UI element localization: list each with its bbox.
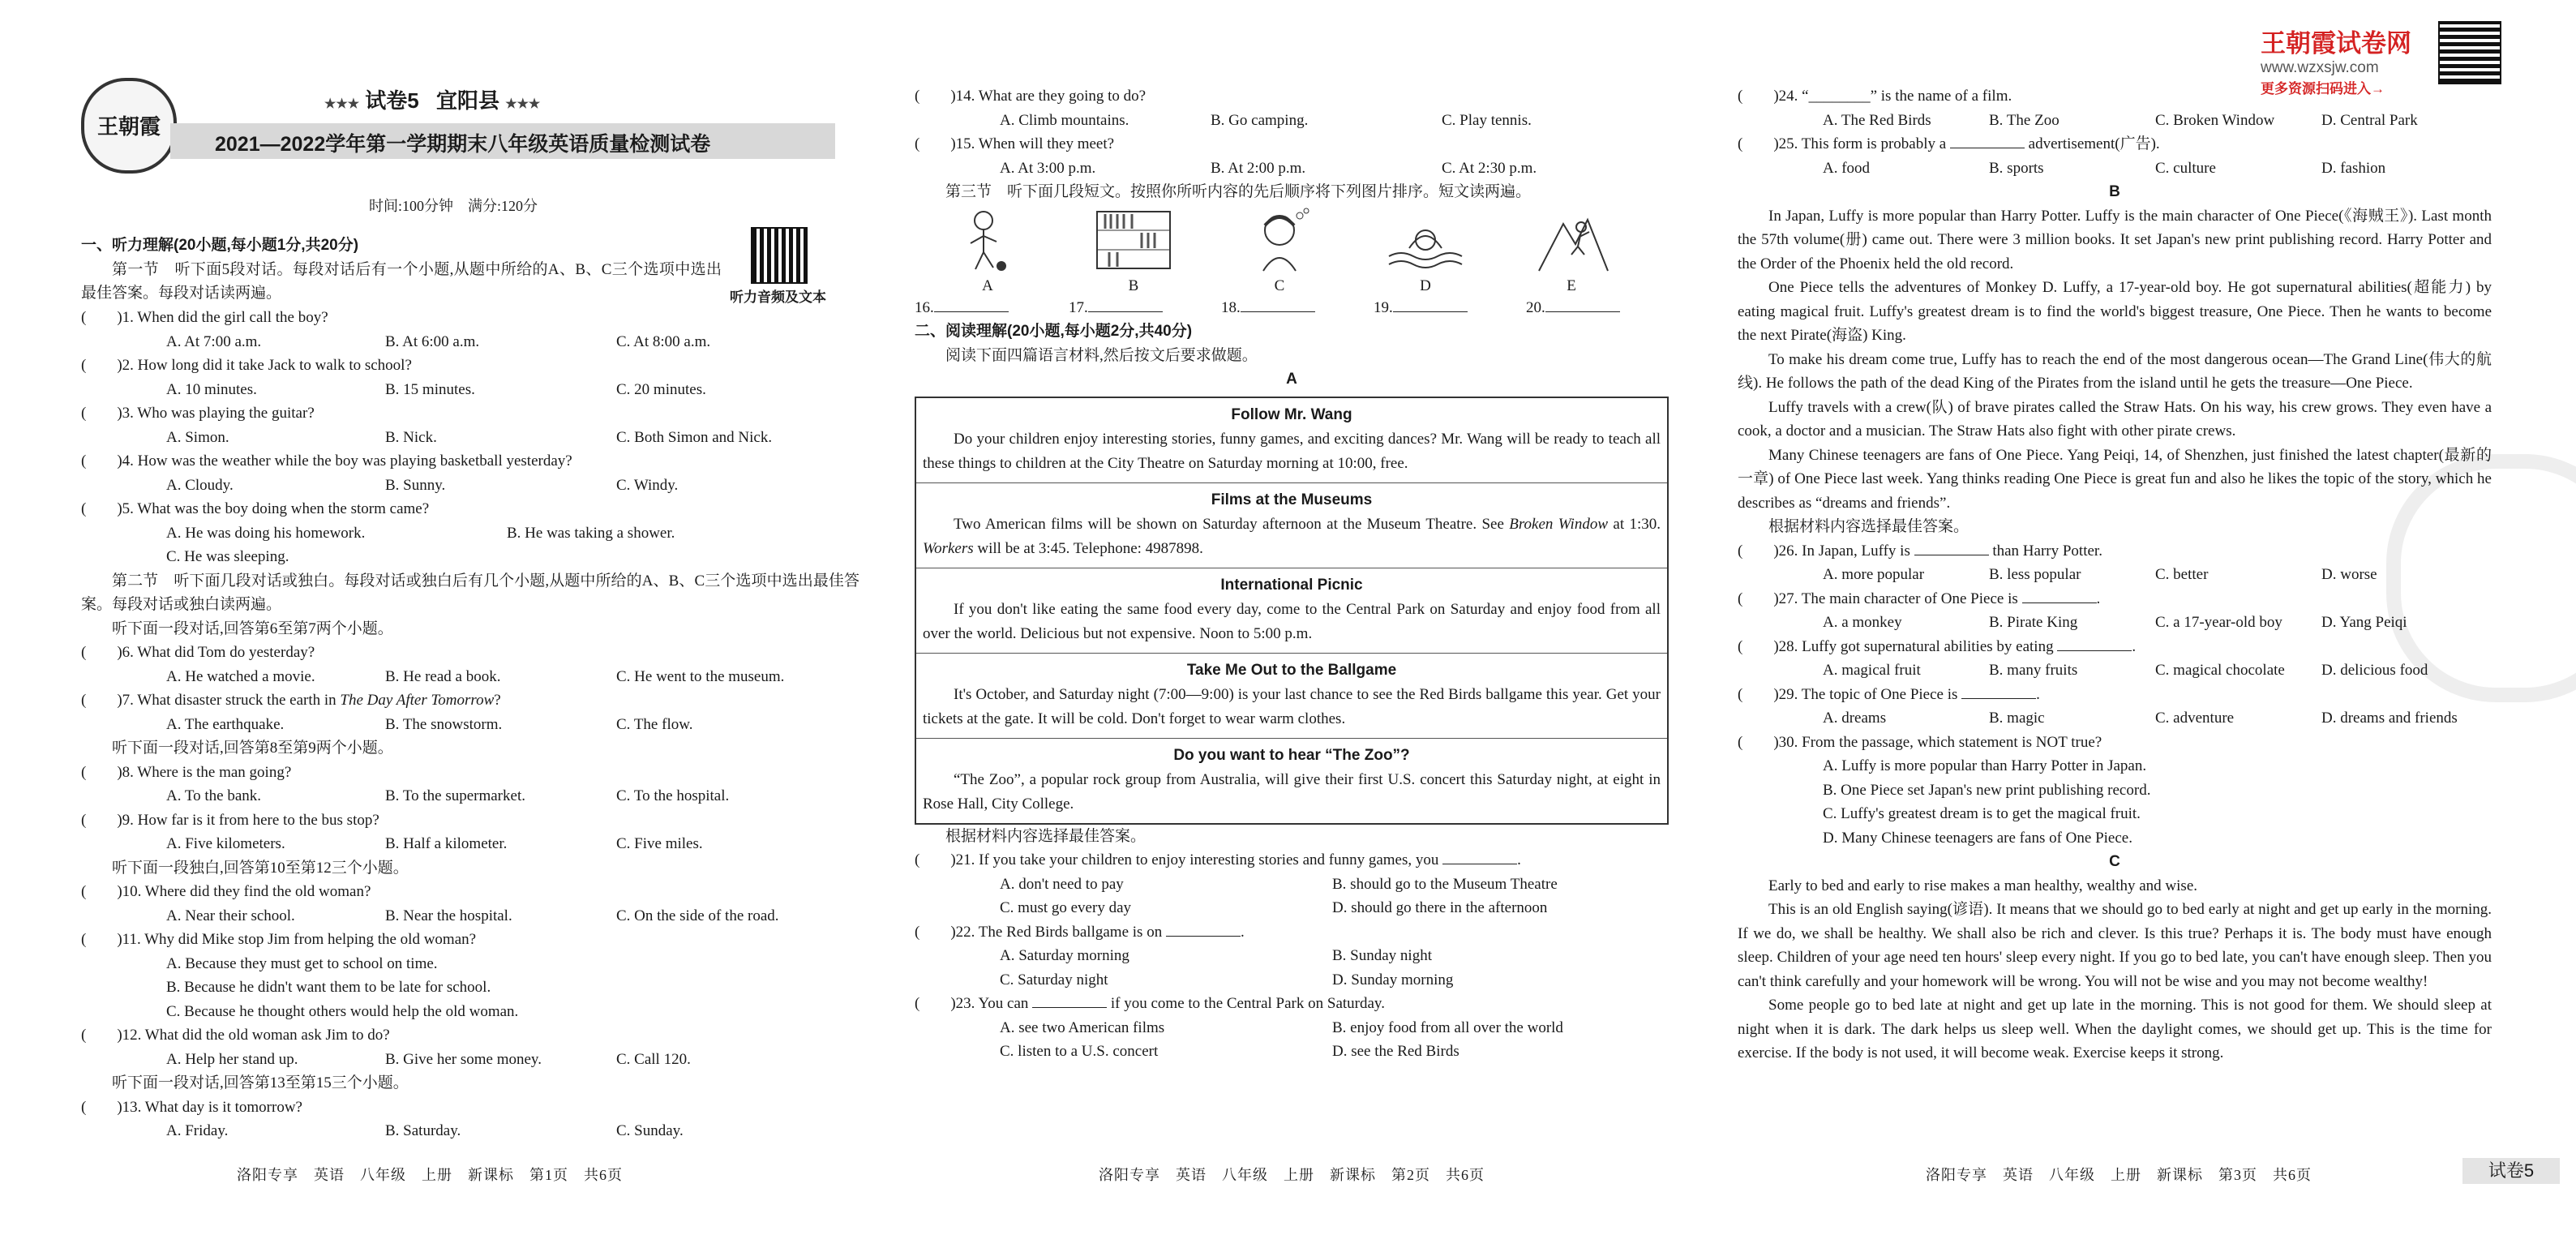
ads-box — [915, 397, 1669, 825]
options-4 — [81, 474, 859, 498]
stars-left: ★★★ — [324, 97, 360, 111]
question-11: ( )11. Why did Mike stop Jim from helping the old woman? — [81, 931, 477, 948]
option[interactable]: B. Sunday night — [1332, 947, 1432, 964]
part2-heading: 二、阅读理解(20小题,每小题2分,共40分) — [915, 323, 1193, 340]
ad-title: Take Me Out to the Ballgame — [1186, 661, 1397, 679]
option[interactable]: C. He was sleeping. — [166, 548, 289, 565]
blank-17[interactable] — [1069, 296, 1221, 320]
option[interactable]: D. worse — [2321, 566, 2377, 583]
option[interactable]: A. He was doing his homework. — [166, 524, 366, 542]
girl-thinking-icon — [1243, 208, 1316, 272]
option[interactable]: C. The flow. — [616, 715, 693, 733]
passage-b-p1: In Japan, Luffy is more popular than Harry Potter. Luffy is the main character of One Piece(《海贼王》). Last month the 57th volume(册) came out. There were 3 million books. It set Japan's new print publishing record. Harry Potter and the Order of the Phoenix held the old record. — [1738, 207, 2492, 272]
option[interactable]: C. He went to the museum. — [616, 667, 785, 685]
page-footer: 洛阳专享 英语 八年级 上册 新课标 第2页 共6页 — [1099, 1167, 1485, 1183]
page-column-3 — [1738, 0, 2535, 1235]
brand-qr-code[interactable] — [2440, 23, 2500, 83]
passage-c-p3: Some people go to bed late at night and get up late in the morning. This is not good for them. We should sleep at night when it is dark. The dark helps us sleep well. When the daylight comes, we should get up. This is the time for exercise. If the body is not used, it will become weak. Exercise keeps it strong. — [1738, 997, 2492, 1061]
ordering-blanks — [915, 296, 1669, 320]
picture-d — [1377, 208, 1474, 293]
question-23 — [915, 992, 1669, 1016]
question-1: ( )1. When did the girl call the boy? — [81, 309, 328, 326]
option[interactable]: C. Call 120. — [616, 1050, 691, 1068]
options-26 — [1738, 563, 2492, 587]
passage-c-p1: Early to bed and early to rise makes a man healthy, wealthy and wise. — [1768, 877, 2198, 894]
options-3 — [81, 426, 859, 450]
ad-text: Two American films will be shown on Saturday afternoon at the Museum Theatre. See — [954, 515, 1510, 533]
blank-number: 18. — [1221, 298, 1241, 316]
ad-title: Follow Mr. Wang — [1231, 405, 1352, 423]
section2-instructions: 第二节 听下面几段对话或独白。每段对话或独白后有几个小题,从题中所给的A、B、C三个选项中选出最佳答案。每段对话或独白读两遍。 — [81, 572, 859, 613]
passage-b-p2: One Piece tells the adventures of Monkey D. Luffy, a 17-year-old boy. He got supernatural abilities(超能力) by eating magical fruit. Luffy's greatest dream is to find the world's biggest treasure, One Piece. Then he wants to become the next Pirate(海盗) King. — [1738, 279, 2492, 344]
option[interactable]: D. Yang Peiqi — [2321, 614, 2407, 631]
option[interactable]: B. enjoy food from all over the world — [1332, 1018, 1563, 1036]
options-22 — [915, 944, 1669, 968]
option[interactable]: A. To the bank. — [166, 787, 262, 804]
option[interactable]: C. At 8:00 a.m. — [616, 332, 711, 350]
picture-a — [939, 208, 1036, 293]
question-text: if you come to the Central Park on Saturday. — [1110, 995, 1385, 1012]
options-24 — [1738, 109, 2492, 133]
option[interactable]: C. Sunday. — [616, 1122, 684, 1139]
ad-body — [923, 512, 1661, 561]
part2-intro: 阅读下面四篇语言材料,然后按文后要求做题。 — [945, 346, 1258, 364]
blank-number: 20. — [1526, 298, 1545, 316]
passage-b-p4: Luffy travels with a crew(队) of brave pirates called the Straw Hats. On his way, his crew grows. They even have a cook, a doctor and a musician. The Straw Hats also fight with other pirate crews. — [1738, 398, 2492, 440]
option[interactable]: C. To the hospital. — [616, 787, 730, 804]
option[interactable]: B. Go camping. — [1211, 111, 1309, 129]
swimmer-icon — [1385, 208, 1466, 272]
question-29: ( )29. The topic of One Piece is . — [1738, 683, 2492, 707]
answer-instruction: 根据材料内容选择最佳答案。 — [945, 827, 1147, 845]
picture-label: B — [1128, 277, 1139, 294]
option[interactable]: C. magical chocolate — [2155, 662, 2285, 679]
option[interactable]: A. magical fruit — [1823, 662, 1921, 679]
picture-label: D — [1420, 277, 1431, 294]
option[interactable]: C. Broken Window — [2155, 111, 2275, 129]
instruction-10-12: 听下面一段独白,回答第10至第12三个小题。 — [112, 859, 409, 877]
section3-instructions: 第三节 听下面几段短文。按照你所听内容的先后顺序将下列图片排序。短文读两遍。 — [945, 183, 1532, 200]
brand-url[interactable]: www.wzxsjw.com — [2261, 59, 2379, 76]
question-text: ( )25. This form is probably a — [1738, 135, 1947, 152]
brand-logo — [81, 78, 177, 174]
options-23 — [915, 1016, 1669, 1040]
picture-b — [1085, 208, 1182, 293]
option[interactable]: B. Nick. — [385, 428, 437, 446]
options-28 — [1738, 658, 2492, 683]
options-7 — [81, 713, 859, 737]
option[interactable]: A. don't need to pay — [1000, 875, 1124, 893]
option[interactable]: B. Near the hospital. — [385, 907, 512, 924]
option[interactable]: C. culture — [2155, 159, 2216, 177]
option[interactable]: C. adventure — [2155, 710, 2235, 727]
question-21: ( )21. If you take your children to enjoy interesting stories and funny games, you . — [915, 848, 1669, 873]
option[interactable]: A. The earthquake. — [166, 715, 285, 733]
option[interactable]: B. sports — [1989, 159, 2044, 177]
option[interactable]: A. He watched a movie. — [166, 667, 315, 685]
question-14: ( )14. What are they going to do? — [915, 88, 1147, 105]
options-12 — [81, 1048, 859, 1072]
picture-c — [1231, 208, 1328, 293]
question-3: ( )3. Who was playing the guitar? — [81, 405, 315, 422]
options-6 — [81, 665, 859, 689]
question-26 — [1738, 539, 2492, 564]
options-21 — [915, 873, 1669, 897]
option[interactable]: B. Because he didn't want them to be late for school. — [166, 979, 491, 996]
question-2: ( )2. How long did it take Jack to walk to school? — [81, 357, 412, 374]
qr-caption: 听力音频及文本 — [730, 289, 826, 305]
ad-text: at 1:30. — [1608, 515, 1661, 533]
option[interactable]: C. a 17-year-old boy — [2155, 614, 2282, 631]
options-9 — [81, 832, 859, 856]
option[interactable]: B. Pirate King — [1989, 614, 2078, 631]
instruction-13-15: 听下面一段对话,回答第13至第15三个小题。 — [112, 1074, 409, 1091]
passage-b-label: B — [2109, 183, 2120, 200]
question-22: ( )22. The Red Birds ballgame is on . — [915, 920, 1669, 945]
exam-title: 2021—2022学年第一学期期末八年级英语质量检测试卷 — [215, 133, 711, 156]
part1-heading: 一、听力理解(20小题,每小题1分,共20分) — [81, 237, 359, 254]
options-27 — [1738, 611, 2492, 635]
instruction-6-7: 听下面一段对话,回答第6至第7两个小题。 — [112, 620, 393, 637]
option[interactable]: C. At 2:30 p.m. — [1442, 159, 1537, 177]
option[interactable]: B. magic — [1989, 710, 2045, 727]
question-6: ( )6. What did Tom do yesterday? — [81, 644, 315, 661]
option[interactable]: B. should go to the Museum Theatre — [1332, 875, 1558, 893]
option[interactable]: A. more popular — [1823, 566, 1925, 583]
ad-title: Films at the Museums — [1211, 491, 1373, 508]
question-10: ( )10. Where did they find the old woman? — [81, 883, 371, 900]
question-text: ( )22. The Red Birds ballgame is on — [915, 923, 1163, 941]
question-mark: ? — [494, 692, 501, 709]
option[interactable]: C. 20 minutes. — [616, 380, 706, 398]
question-13: ( )13. What day is it tomorrow? — [81, 1098, 302, 1116]
option[interactable]: D. delicious food — [2321, 662, 2428, 679]
ad-body: Do your children enjoy interesting stories, funny games, and exciting dances? Mr. Wang will be ready to teach all these things to children at the City Theatre on Saturday morning at 10:00, free. — [923, 430, 1661, 472]
question-12: ( )12. What did the old woman ask Jim to do? — [81, 1027, 390, 1044]
options-14 — [915, 109, 1669, 133]
picture-label: E — [1567, 277, 1576, 294]
option[interactable]: C. Windy. — [616, 476, 679, 494]
stars-right: ★★★ — [505, 97, 541, 111]
question-4: ( )4. How was the weather while the boy was playing basketball yesterday? — [81, 452, 572, 470]
question-15: ( )15. When will they meet? — [915, 135, 1115, 152]
ad-title: Do you want to hear “The Zoo”? — [1173, 746, 1410, 764]
option[interactable]: A. At 3:00 p.m. — [1000, 159, 1096, 177]
question-30: ( )30. From the passage, which statement is NOT true? — [1738, 733, 2102, 751]
options-23b — [915, 1040, 1669, 1064]
passage-a-label: A — [1286, 371, 1297, 388]
option[interactable]: D. Sunday morning — [1332, 971, 1454, 988]
option[interactable]: B. At 6:00 a.m. — [385, 332, 480, 350]
option[interactable]: C. Luffy's greatest dream is to get the magical fruit. — [1823, 805, 2141, 822]
option[interactable]: B. The snowstorm. — [385, 715, 503, 733]
ad-item — [916, 739, 1667, 823]
passage-c-p2: This is an old English saying(谚语). It means that we should go to bed early at night and get up early in the morning. If we do, we shall be healthy. We shall also be rich and clever. Is this true? Perhaps it is. The body must have enough sleep. Children of your age need ten hours' sleep every night. If you go to bed late, you can't have enough sleep. Then you can't think carefully and your homework will be wrong. You will not be wise and you may not become wealthy! — [1738, 901, 2492, 990]
blank-18[interactable] — [1221, 296, 1374, 320]
library-shelf-icon — [1093, 208, 1174, 272]
film-title: Broken Window — [1509, 515, 1609, 533]
question-9: ( )9. How far is it from here to the bus stop? — [81, 811, 379, 829]
option[interactable]: D. see the Red Birds — [1332, 1043, 1459, 1060]
audio-qr-code[interactable] — [752, 229, 806, 282]
question-text: advertisement(广告). — [2028, 135, 2160, 152]
option[interactable]: D. should go there in the afternoon — [1332, 899, 1548, 916]
option[interactable]: C. On the side of the road. — [616, 907, 779, 924]
question-5: ( )5. What was the boy doing when the storm came? — [81, 500, 430, 517]
option[interactable]: A. see two American films — [1000, 1018, 1165, 1036]
option[interactable]: D. Many Chinese teenagers are fans of One Piece. — [1823, 829, 2132, 847]
film-title: Workers — [923, 539, 974, 557]
option[interactable]: A. dreams — [1823, 710, 1887, 727]
picture-row — [939, 208, 1620, 293]
option[interactable]: A. Five kilometers. — [166, 835, 285, 852]
county-name: 宜阳县 — [435, 88, 499, 113]
option[interactable]: A. Cloudy. — [166, 476, 234, 494]
option[interactable]: A. At 7:00 a.m. — [166, 332, 262, 350]
page-column-2 — [915, 0, 1669, 1235]
question-8: ( )8. Where is the man going? — [81, 763, 292, 781]
question-text: ( )28. Luffy got supernatural abilities by eating — [1738, 637, 2054, 655]
option[interactable]: A. Near their school. — [166, 907, 295, 924]
blank-19[interactable] — [1374, 296, 1526, 320]
question-28: ( )28. Luffy got supernatural abilities by eating . — [1738, 635, 2492, 659]
option[interactable]: A. Climb mountains. — [1000, 111, 1129, 129]
column3-content — [1738, 84, 2492, 1066]
option[interactable]: B. Saturday. — [385, 1122, 461, 1139]
page-footer: 洛阳专享 英语 八年级 上册 新课标 第1页 共6页 — [237, 1167, 623, 1183]
question-27: ( )27. The main character of One Piece is . — [1738, 587, 2492, 611]
passage-b-p3: To make his dream come true, Luffy has to reach the end of the most dangerous ocean—The Grand Line(伟大的航线). He follows the path of the dead King of the Pirates from the island until he gets the treasure—One Piece. — [1738, 350, 2492, 392]
option[interactable]: B. He was taking a shower. — [507, 524, 675, 542]
question-text: than Harry Potter. — [1992, 542, 2102, 560]
ad-text: will be at 3:45. Telephone: 4987898. — [973, 539, 1203, 557]
paper-tab: 试卷5 — [2462, 1158, 2560, 1184]
instruction-8-9: 听下面一段对话,回答第8至第9两个小题。 — [112, 740, 393, 757]
blank-16[interactable] — [915, 296, 1069, 320]
brand-sub: 更多资源扫码进入→ — [2261, 81, 2385, 96]
picture-label: A — [982, 277, 993, 294]
listening-questions — [81, 306, 859, 1143]
option[interactable]: A. Friday. — [166, 1122, 229, 1139]
option[interactable]: C. Because he thought others would help the old woman. — [166, 1002, 519, 1020]
question-text: ( )21. If you take your children to enjoy interesting stories and funny games, you — [915, 851, 1439, 868]
option[interactable]: A. Luffy is more popular than Harry Potter in Japan. — [1823, 757, 2147, 774]
passage-b-p5: Many Chinese teenagers are fans of One Piece. Yang Peiqi, 14, of Shenzhen, just finished the latest chapter(最新的一章) of One Piece last week. Yang thinks reading One Piece is great fun and also he likes the topic of the story, which he describes as “dreams and friends”. — [1738, 446, 2492, 512]
option[interactable]: C. better — [2155, 566, 2209, 583]
ad-body: If you don't like eating the same food every day, come to the Central Park on Saturday and enjoy food from all over the world. Delicious but not expensive. Noon to 5:00 p.m. — [923, 600, 1661, 642]
option[interactable]: D. fashion — [2321, 159, 2386, 177]
paper-number: 试卷5 — [365, 88, 419, 113]
option[interactable]: D. Central Park — [2321, 111, 2418, 129]
ad-item — [916, 568, 1667, 654]
option[interactable]: B. The Zoo — [1989, 111, 2060, 129]
question-7 — [81, 688, 859, 713]
option[interactable]: B. One Piece set Japan's new print publishing record. — [1823, 781, 2151, 799]
option[interactable]: D. dreams and friends — [2321, 710, 2458, 727]
option[interactable]: C. Both Simon and Nick. — [616, 428, 773, 446]
ad-item — [916, 398, 1667, 483]
options-1 — [81, 330, 859, 354]
ad-title: International Picnic — [1220, 576, 1363, 594]
page-footer: 洛阳专享 英语 八年级 上册 新课标 第3页 共6页 — [1926, 1167, 2312, 1183]
option[interactable]: C. Saturday night — [1000, 971, 1108, 988]
brand-name: 王朝霞试卷网 — [2261, 29, 2411, 58]
option[interactable]: C. Five miles. — [616, 835, 703, 852]
option[interactable]: B. many fruits — [1989, 662, 2078, 679]
options-15 — [915, 157, 1669, 181]
question-text: ( )27. The main character of One Piece is — [1738, 590, 2018, 607]
options-22b — [915, 968, 1669, 993]
exam-meta: 时间:100分钟 满分:120分 — [369, 198, 538, 214]
option[interactable]: A. food — [1823, 159, 1871, 177]
option[interactable]: B. 15 minutes. — [385, 380, 475, 398]
question-text: ( )29. The topic of One Piece is — [1738, 685, 1958, 703]
options-8 — [81, 784, 859, 808]
question-text: ( )23. You can — [915, 995, 1029, 1012]
options-25 — [1738, 157, 2492, 181]
option[interactable]: A. Simon. — [166, 428, 229, 446]
blank-20[interactable] — [1526, 296, 1620, 320]
paper-heading — [324, 84, 540, 114]
blank-number: 19. — [1374, 298, 1393, 316]
blank-number: 17. — [1069, 298, 1088, 316]
answer-instruction: 根据材料内容选择最佳答案。 — [1768, 518, 1970, 535]
options-21b — [915, 896, 1669, 920]
option[interactable]: A. Saturday morning — [1000, 947, 1129, 964]
passage-c-label: C — [2109, 853, 2120, 870]
options-10 — [81, 904, 859, 928]
option[interactable]: A. The Red Birds — [1823, 111, 1931, 129]
option[interactable]: B. At 2:00 p.m. — [1211, 159, 1306, 177]
climber-icon — [1531, 208, 1612, 272]
option[interactable]: B. less popular — [1989, 566, 2081, 583]
ad-body: It's October, and Saturday night (7:00—9:00) is your last chance to see the Red Birds ballgame this year. Get your tickets at the gate. It will be cold. Don't forget to wear warm clothes. — [923, 685, 1661, 727]
column2-content — [915, 84, 1669, 1064]
question-24: ( )24. “________” is the name of a film. — [1738, 88, 2012, 105]
option[interactable]: B. Give her some money. — [385, 1050, 542, 1068]
picture-label: C — [1274, 277, 1285, 294]
ad-item — [916, 654, 1667, 739]
option[interactable]: A. 10 minutes. — [166, 380, 257, 398]
listening-section — [81, 234, 722, 306]
film-title: The Day After Tomorrow — [340, 692, 495, 709]
picture-e — [1523, 208, 1620, 293]
question-text: ( )26. In Japan, Luffy is — [1738, 542, 1910, 560]
blank-number: 16. — [915, 298, 934, 316]
ad-item — [916, 483, 1667, 568]
option[interactable]: B. To the supermarket. — [385, 787, 525, 804]
option[interactable]: C. must go every day — [1000, 899, 1132, 916]
logo-text: 王朝霞 — [96, 115, 161, 139]
option[interactable]: C. Play tennis. — [1442, 111, 1532, 129]
option[interactable]: B. Sunny. — [385, 476, 446, 494]
option[interactable]: B. He read a book. — [385, 667, 501, 685]
option[interactable]: A. Help her stand up. — [166, 1050, 298, 1068]
section1-instructions: 第一节 听下面5段对话。每段对话后有一个小题,从题中所给的A、B、C三个选项中选出最佳答案。每段对话读两遍。 — [81, 260, 722, 302]
question-25 — [1738, 132, 2492, 157]
girl-soccer-icon — [951, 208, 1024, 272]
options-5 — [81, 521, 859, 546]
question-text: ( )7. What disaster struck the earth in — [81, 692, 341, 709]
options-13 — [81, 1119, 859, 1143]
page-column-1 — [81, 0, 859, 1235]
options-2 — [81, 378, 859, 402]
option[interactable]: B. Half a kilometer. — [385, 835, 508, 852]
option[interactable]: C. listen to a U.S. concert — [1000, 1043, 1159, 1060]
option[interactable]: A. a monkey — [1823, 614, 1902, 631]
options-29 — [1738, 706, 2492, 731]
option[interactable]: A. Because they must get to school on time. — [166, 954, 438, 972]
ad-body: “The Zoo”, a popular rock group from Australia, will give their first U.S. concert this Saturday night, at eight in Rose Hall, City College. — [923, 770, 1661, 813]
